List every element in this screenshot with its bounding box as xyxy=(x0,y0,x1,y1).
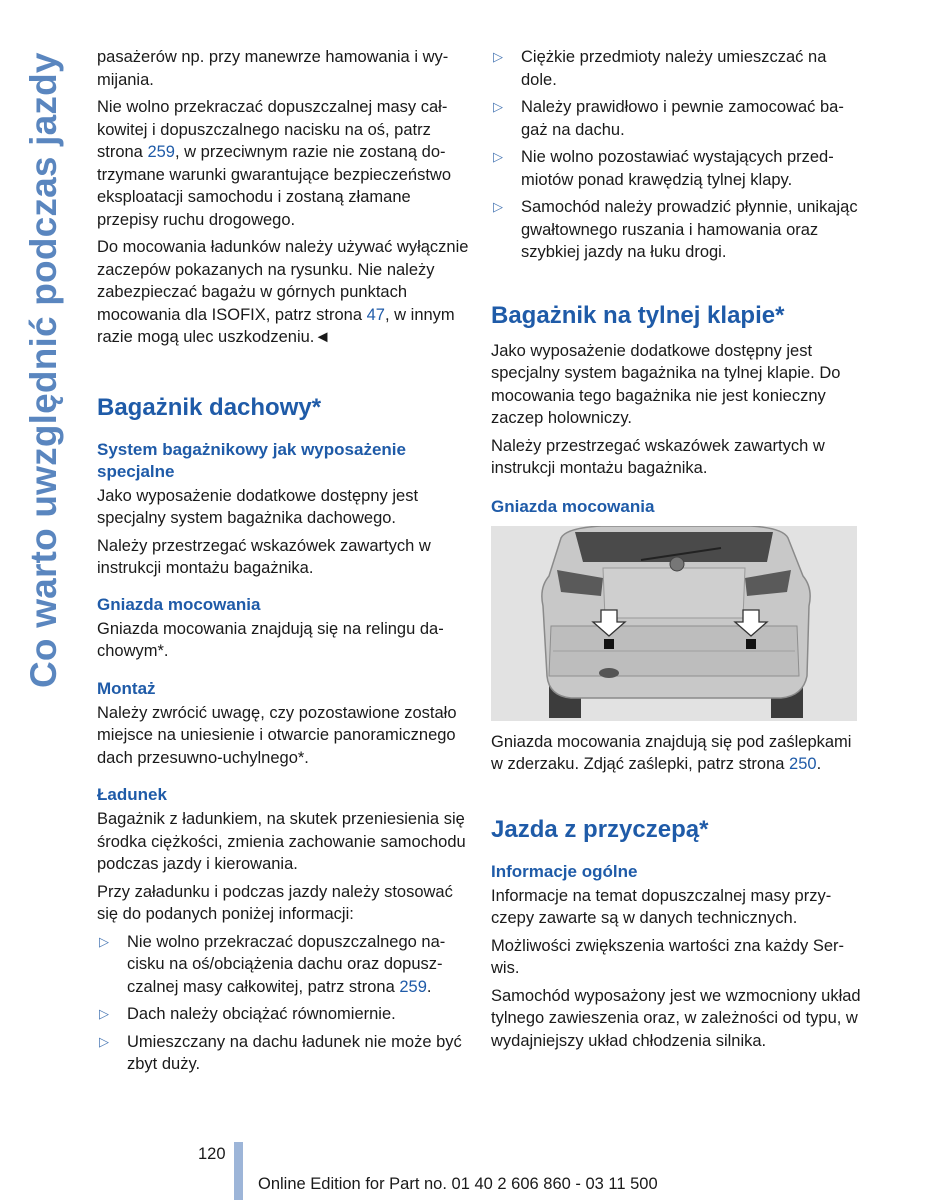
subheading-mounting-points: Gniazda mocowania xyxy=(97,594,261,614)
paragraph: Należy przestrzegać wskazówek zawartych w instrukcji montażu bagażnika. xyxy=(491,436,825,477)
list-item: ▷ Nie wolno pozostawiać wystających przedmiotów ponad krawędzią tylnej klapy. xyxy=(493,148,834,189)
list-item: ▷ Umieszczany na dachu ładunek nie może być zbyt duży. xyxy=(99,1032,462,1073)
section-heading-roof-rack: Bagażnik dachowy* xyxy=(97,393,322,421)
list-item: ▷ Ciężkie przedmioty należy umieszczać na dole. xyxy=(493,48,827,89)
paragraph: Nie wolno przekraczać dopuszczalnej masy całkowitej i dopuszczalnego nacisku na oś, patrz strona 259, w przeciwnym razie nie zostaną dotrzymane warunki gwarantujące bezpieczeństwo eksploatacji samochodu i zostaną złamane przepisy ruchu drogowego. xyxy=(97,98,452,229)
paragraph: Należy przestrzegać wskazówek zawartych w instrukcji montażu bagażnika. xyxy=(97,536,431,577)
bullet-arrow-icon: ▷ xyxy=(493,49,503,64)
side-section-title: Co warto uwzględnić podczas jazdy xyxy=(23,52,64,688)
bullet-arrow-icon: ▷ xyxy=(493,149,503,164)
footer-bar xyxy=(234,1142,243,1200)
subheading-load: Ładunek xyxy=(97,785,167,804)
subheading-mounting-points: Gniazda mocowania xyxy=(491,496,655,516)
paragraph: pasażerów np. przy manewrze hamowania i wymijania. xyxy=(97,48,449,89)
load-rules-list-continued xyxy=(491,46,863,264)
subheading-system: System bagażnikowy jak wyposażenie specjalne xyxy=(97,439,406,481)
page-link[interactable]: 250 xyxy=(789,755,817,773)
section-heading-trailer: Jazda z przyczepą* xyxy=(491,815,709,843)
page-link[interactable]: 47 xyxy=(366,305,385,324)
paragraph: Przy załadunku i podczas jazdy należy stosować się do podanych poniżej informacji: xyxy=(97,882,453,923)
left-column xyxy=(97,46,469,1081)
list-item: ▷ Nie wolno przekraczać dopuszczalnego nacisku na oś/obciążenia dachu oraz dopuszczalnej masy całkowitej, patrz strona 259. xyxy=(99,932,446,996)
bullet-arrow-icon: ▷ xyxy=(493,99,503,114)
paragraph: Możliwości zwiększenia wartości zna każdy Serwis. xyxy=(491,936,845,977)
list-item: ▷ Należy prawidłowo i pewnie zamocować bagaż na dachu. xyxy=(493,98,844,139)
bullet-arrow-icon: ▷ xyxy=(99,1006,109,1021)
section-heading-tailgate-rack: Bagażnik na tylnej klapie* xyxy=(491,301,785,329)
right-column xyxy=(491,46,863,1057)
paragraph: Gniazda mocowania znajdują się na relingu dachowym*. xyxy=(97,619,444,660)
car-rear-drawing xyxy=(491,526,857,721)
paragraph: Samochód wyposażony jest we wzmocniony układ tylnego zawieszenia oraz, w zależności od typu, w wydajniejszy układ chłodzenia silnika. xyxy=(491,986,861,1050)
paragraph: Do mocowania ładunków należy używać wyłącznie zaczepów pokazanych na rysunku. Nie należy zabezpieczać bagażu w górnych punktach mocowania dla ISOFIX, patrz strona 47, w innym razie mogą ulec uszkodzeniu.◄ xyxy=(97,238,469,346)
car-rear-illustration xyxy=(491,526,857,721)
paragraph: Informacje na temat dopuszczalnej masy przyczepy zawarte są w danych technicznych. xyxy=(491,886,832,927)
paragraph: Jako wyposażenie dodatkowe dostępny jest specjalny system bagażnika na tylnej klapie. Do mocowania tego bagażnika nie jest konieczny zaczep holowniczy. xyxy=(491,341,841,427)
subheading-general-info: Informacje ogólne xyxy=(491,861,638,881)
page-link[interactable]: 259 xyxy=(399,977,427,996)
paragraph: Należy zwrócić uwagę, czy pozostawione zostało miejsce na uniesienie i otwarcie panoramicznego dach przesuwno-uchylnego*. xyxy=(97,703,457,767)
bullet-arrow-icon: ▷ xyxy=(493,199,503,214)
online-edition-note: Online Edition for Part no. 01 40 2 606 860 - 03 11 500 xyxy=(258,1175,658,1193)
page-link[interactable]: 259 xyxy=(147,143,175,161)
subheading-installation: Montaż xyxy=(97,678,156,698)
bullet-arrow-icon: ▷ xyxy=(99,933,109,949)
paragraph: Bagażnik z ładunkiem, na skutek przeniesienia się środka ciężkości, zmienia zachowanie samochodu podczas jazdy i kierowania. xyxy=(97,810,466,873)
load-rules-list xyxy=(97,931,469,1076)
bullet-arrow-icon: ▷ xyxy=(99,1033,109,1049)
paragraph: Jako wyposażenie dodatkowe dostępny jest specjalny system bagażnika dachowego. xyxy=(97,486,419,527)
figure-caption: Gniazda mocowania znajdują się pod zaślepkami w zderzaku. Zdjąć zaślepki, patrz strona 250. xyxy=(491,732,852,773)
list-item: ▷ Dach należy obciążać równomiernie. xyxy=(97,1003,469,1026)
list-item: ▷ Samochód należy prowadzić płynnie, unikając gwałtownego ruszania i hamowania oraz szybkiej jazdy na łuku drogi. xyxy=(493,198,858,261)
page-number: 120 xyxy=(198,1145,226,1163)
